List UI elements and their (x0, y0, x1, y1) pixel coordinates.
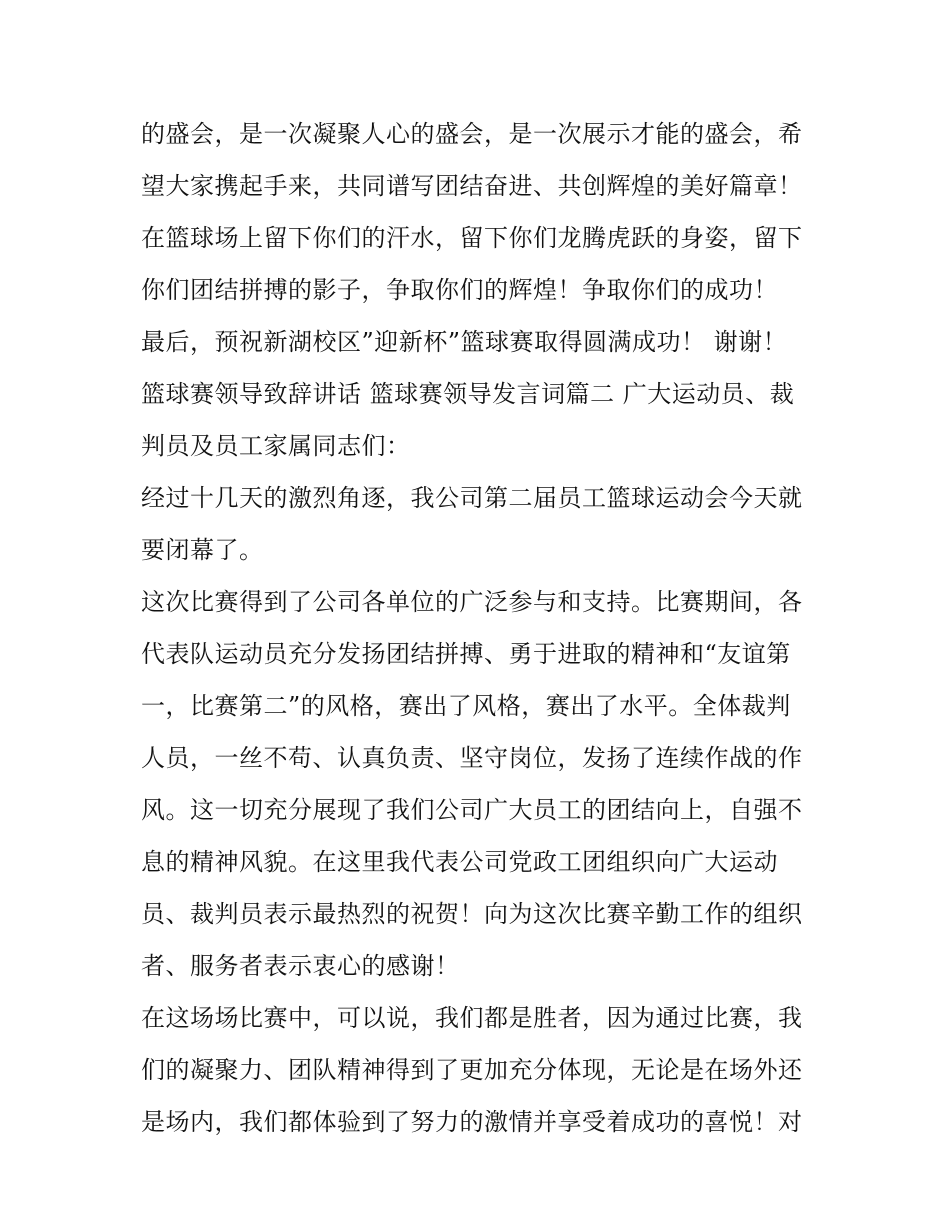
text-line: 员、裁判员表示最热烈的祝贺！向为这次比赛辛勤工作的组织 (141, 900, 803, 928)
text-line: 望大家携起手来，共同谱写团结奋进、共创辉煌的美好篇章！ (141, 172, 803, 200)
text-line: 人员，一丝不苟、认真负责、坚守岗位，发扬了连续作战的作 (141, 744, 803, 772)
text-line: 代表队运动员充分发扬团结拼搏、勇于进取的精神和“友谊第 (141, 640, 791, 668)
text-line: 的盛会，是一次凝聚人心的盛会，是一次展示才能的盛会，希 (141, 120, 803, 148)
text-line: 风。这一切充分展现了我们公司广大员工的团结向上，自强不 (141, 796, 803, 824)
text-line: 在这场场比赛中，可以说，我们都是胜者，因为通过比赛，我 (141, 1004, 803, 1032)
text-line: 篮球赛领导致辞讲话 篮球赛领导发言词篇二 广大运动员、裁 (141, 380, 795, 408)
text-line: 在篮球场上留下你们的汗水，留下你们龙腾虎跃的身姿，留下 (141, 224, 803, 252)
document-body (141, 108, 813, 1148)
text-line: 们的凝聚力、团队精神得到了更加充分体现，无论是在场外还 (141, 1056, 803, 1084)
text-line: 经过十几天的激烈角逐，我公司第二届员工篮球运动会今天就 (141, 484, 803, 512)
text-line: 最后，预祝新湖校区”迎新杯”篮球赛取得圆满成功！ 谢谢！ (141, 328, 788, 356)
text-line: 者、服务者表示衷心的感谢！ (141, 952, 460, 980)
text-line: 一，比赛第二”的风格，赛出了风格，赛出了水平。全体裁判 (141, 692, 791, 720)
text-line: 要闭幕了。 (141, 536, 264, 564)
text-line: 息的精神风貌。在这里我代表公司党政工团组织向广大运动 (141, 848, 778, 876)
text-line: 这次比赛得到了公司各单位的广泛参与和支持。比赛期间，各 (141, 588, 803, 616)
text-line: 判员及员工家属同志们： (141, 432, 411, 460)
text-line: 是场内，我们都体验到了努力的激情并享受着成功的喜悦！对 (141, 1108, 803, 1136)
text-line: 你们团结拼搏的影子，争取你们的辉煌！争取你们的成功！ (141, 276, 778, 304)
